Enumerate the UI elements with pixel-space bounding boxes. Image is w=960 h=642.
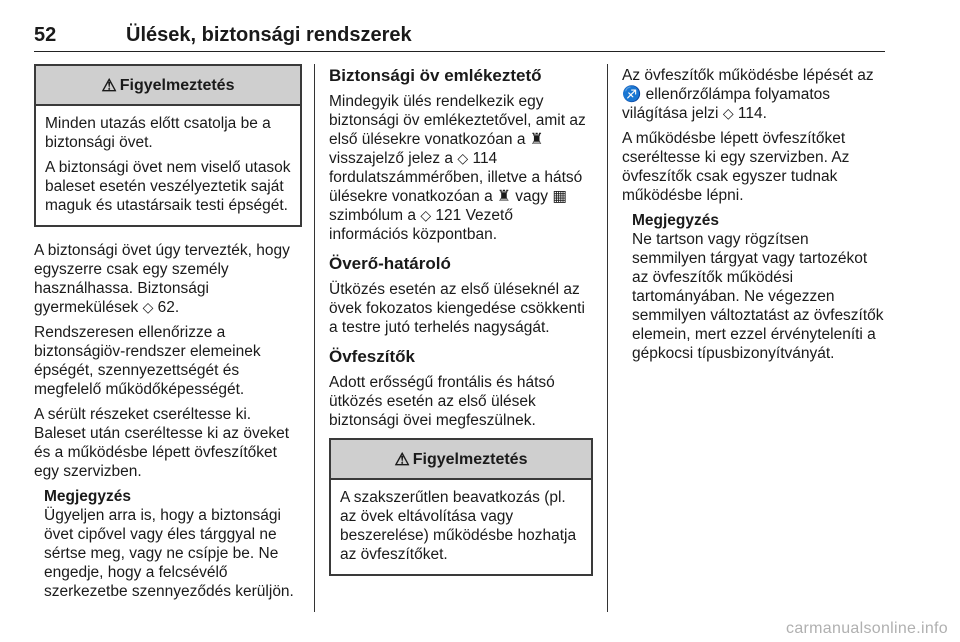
column-3 <box>622 66 886 363</box>
text: 114. <box>737 105 767 122</box>
seatbelt-icon: ♜ <box>529 131 544 148</box>
text: vagy <box>515 188 548 205</box>
page-title: Ülések, biztonsági rendszerek <box>126 24 412 46</box>
note-title: Megjegyzés <box>44 488 132 505</box>
page-number: 52 <box>34 24 57 46</box>
paragraph <box>329 92 593 244</box>
warning-text: A szakszerűtlen beavatkozás (pl. az övek eltávolítása vagy beszerelése) működésbe hozhatja az övfeszítőket. <box>340 489 577 563</box>
text: visszajelző jelez a <box>329 150 454 167</box>
column-2 <box>329 66 593 590</box>
page-ref-icon: ◇ <box>722 105 734 121</box>
note <box>34 487 302 601</box>
warning-text-2: A biztonsági övet nem viselő utasok baleset esetén veszélyeztetik saját maguk és utastársaik testi épségét. <box>45 159 291 214</box>
pretensioner-lamp-icon: ♐ <box>622 86 642 103</box>
page-ref: 62. <box>157 299 180 316</box>
rear-seatbelt-icon: ▦ <box>552 188 567 205</box>
column-divider <box>314 64 315 612</box>
text: 121 Vezető információs központban. <box>329 207 513 243</box>
page-ref-icon: ◇ <box>142 299 154 315</box>
text: A biztonsági övet úgy tervezték, hogy egyszerre csak egy személy használhassa. Biztonsági gyermekülések <box>34 242 290 316</box>
text: ellenőrzőlámpa folyamatos világítása jelzi <box>622 86 830 122</box>
warning-body <box>331 480 591 574</box>
text: Mindegyik ülés rendelkezik egy biztonsági öv emlékeztetővel, amit az első ülésekre vonatkozóan a <box>329 93 586 148</box>
warning-title: Figyelmeztetés <box>412 450 528 468</box>
section-heading: Överő-határoló <box>329 254 451 273</box>
warning-body <box>36 106 300 225</box>
note-text: Ne tartson vagy rögzítsen semmilyen tárgyat vagy tartozékot az övfeszítők működési tartományában. Ne végezzen semmilyen változtatást az övfeszítők elemein, mert ezzel érvényteleníti a gépkocsi típusbizonyítványát. <box>632 231 884 362</box>
warning-triangle-icon: ⚠ <box>101 75 117 95</box>
paragraph: Adott erősségű frontális és hátsó ütközés esetén az első ülések biztonsági övei megfeszülnek. <box>329 374 555 429</box>
paragraph <box>34 241 302 317</box>
paragraph: A sérült részeket cseréltesse ki. Baleset után cseréltesse ki az öveket és a működésbe lépett övfeszítőket egy szervizben. <box>34 406 290 480</box>
text: szimbólum a <box>329 207 416 224</box>
text: 114 fordulatszámmérőben, illetve a hátsó ülésekre vonatkozóan a <box>329 150 583 205</box>
section-heading: Biztonsági öv emlékeztető <box>329 66 542 85</box>
note-title: Megjegyzés <box>632 212 720 229</box>
warning-triangle-icon: ⚠ <box>394 449 410 469</box>
page-header <box>34 24 885 52</box>
seatbelt-icon: ♜ <box>497 188 511 205</box>
paragraph: Rendszeresen ellenőrizze a biztonságiöv-rendszer elemeinek épségét, szennyezettségét és megfelelő működőképességét. <box>34 324 261 398</box>
watermark: carmanualsonline.info <box>786 620 948 637</box>
paragraph: A működésbe lépett övfeszítőket cseréltesse ki egy szervizben. Az övfeszítők csak egyszer tudnak működésbe lépni. <box>622 130 850 204</box>
note-text: Ügyeljen arra is, hogy a biztonsági övet cipővel vagy éles tárggyal ne sértse meg, vagy ne csípje be. Ne engedje, hogy a felcsévélő szerkezetbe szennyeződés kerüljön. <box>44 507 294 600</box>
warning-box <box>34 64 302 227</box>
page-ref-icon: ◇ <box>457 150 469 166</box>
warning-box <box>329 438 593 576</box>
section-heading: Övfeszítők <box>329 347 415 366</box>
paragraph <box>622 66 886 123</box>
warning-header <box>36 66 300 106</box>
paragraph: Ütközés esetén az első üléseknél az övek fokozatos kiengedése csökkenti a testre jutó terhelés nagyságát. <box>329 281 585 336</box>
page-ref-icon: ◇ <box>420 207 432 223</box>
text: Az övfeszítők működésbe lépését az <box>622 67 874 84</box>
note <box>622 211 886 363</box>
warning-text-1: Minden utazás előtt csatolja be a biztonsági övet. <box>45 115 271 151</box>
column-divider <box>607 64 608 612</box>
warning-header <box>331 440 591 480</box>
column-1 <box>34 64 302 601</box>
warning-title: Figyelmeztetés <box>119 76 235 94</box>
